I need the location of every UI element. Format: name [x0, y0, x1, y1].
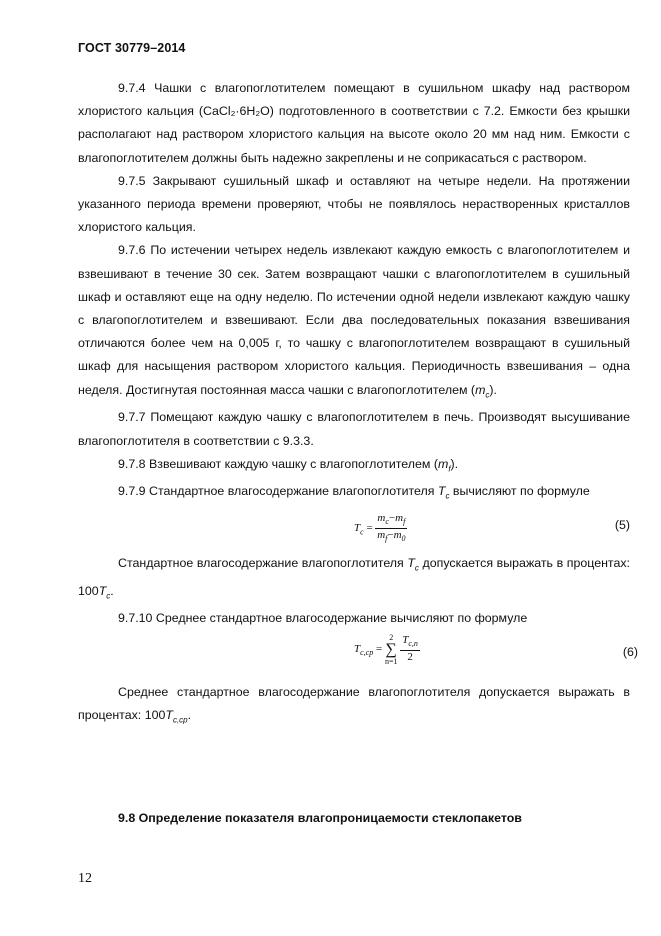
document-body: [78, 77, 638, 731]
subscript: f: [448, 464, 451, 474]
variable: m: [475, 382, 486, 397]
subscript: c: [485, 390, 490, 400]
paragraph-9-7-5: 9.7.5 Закрывают сушильный шкаф и оставляют на четыре недели. На протяжении указанного периода времени проверяют, чтобы не появлялось нерастворенных кристаллов хлористого кальция.: [78, 173, 630, 235]
formula-symbol: T: [354, 522, 361, 535]
formula-operator: =: [366, 522, 373, 535]
paragraph-9-7-10: 9.7.10 Среднее стандартное влагосодержание вычисляют по формуле: [118, 611, 528, 626]
variable: T: [165, 707, 173, 722]
page-number: 12: [78, 871, 92, 886]
variable: m: [437, 456, 449, 471]
formula-6: [78, 631, 638, 681]
formula-operator: −: [387, 529, 394, 542]
formula-symbol: T: [354, 642, 361, 655]
paragraph-9-7-4: 9.7.4 Чашки с влагопоглотителем помещают в сушильном шкафу над раствором хлористого кальция (CaCl₂·6H₂O) подготовленного в соответствии с 7.2. Емкости без крышки располагают над раствором хлористого кальция на высоте около 20 мм над ним. Емкости с влагопоглотителем должны быть надежно закреплены и не соприкасаться с раствором.: [78, 81, 630, 165]
section-title: 9.8 Определение показателя влагопроницаемости стеклопакетов: [118, 811, 522, 825]
subscript: c: [106, 591, 111, 601]
formula-5-number: (5): [614, 518, 630, 533]
formula-subscript: c,n: [408, 639, 418, 649]
paragraph-text: ).: [489, 382, 497, 397]
paragraph-text: 9.7.8 Взвешивают каждую чашку с влагопоглотителем (: [118, 456, 438, 471]
paragraph-text: Стандартное влагосодержание влагопоглотителя: [118, 556, 408, 571]
sum-upper-limit: 2: [389, 632, 394, 642]
formula-6-number: (6): [622, 644, 638, 659]
paragraph-after-formula-6: [78, 681, 630, 732]
paragraph-after-formula-5: [78, 552, 630, 607]
paragraph-9-7-7: 9.7.7 Помещают каждую чашку с влагопоглотителем в печь. Производят высушивание влагопоглотителя в соответствии с 9.3.3.: [78, 410, 630, 448]
subscript: c: [445, 491, 450, 501]
formula-symbol: m: [377, 529, 386, 542]
variable: T: [98, 583, 107, 598]
formula-5-expression: [354, 512, 407, 545]
paragraph-text: .: [110, 583, 114, 598]
paragraph-text: 9.7.6 По истечении четырех недель извлекают каждую емкость с влагопоглотителем и взвешивают в течение 30 сек. Затем возвращают чашки с влагопоглотителем в сушильный шкаф и оставляют еще на одну неделю. По истечении одной недели извлекают каждую чашку с влагопоглотителем и взвешивают. Если два последовательных показания взвешивания отличаются более чем на 0,005 г, то чашку с влагопоглотителем возвращают в сушильный шкаф для насыщения раствором хлористого кальция. Периодичность взвешивания – одна неделя. Достигнутая постоянная масса чашки с влагопоглотителем (: [78, 243, 630, 397]
paragraph-text: вычисляют по формуле: [449, 484, 590, 499]
formula-symbol: m: [393, 529, 402, 542]
formula-subscript: 0: [401, 534, 406, 544]
formula-symbol: m: [395, 512, 404, 525]
document-header: ГОСТ 30779–2014: [78, 41, 186, 55]
formula-5: [78, 508, 630, 552]
paragraph-9-7-6: [78, 239, 630, 406]
subscript: c: [414, 563, 419, 573]
formula-operator: −: [388, 512, 396, 525]
formula-fraction: [400, 634, 420, 664]
formula-subscript: f: [403, 517, 406, 527]
formula-fraction: [375, 512, 407, 545]
formula-symbol: m: [377, 512, 386, 525]
formula-6-expression: [354, 633, 420, 666]
formula-symbol: T: [402, 634, 409, 647]
formula-subscript: c: [360, 527, 364, 537]
variable: T: [437, 484, 446, 499]
subscript: с,ср: [172, 715, 188, 725]
variable: T: [407, 556, 415, 571]
formula-denominator: 2: [407, 651, 413, 664]
paragraph-text: допускается выражать в процентах: 100: [78, 556, 630, 598]
paragraph-text: 9.7.9 Стандартное влагосодержание влагопоглотителя: [118, 484, 438, 499]
formula-subscript: c: [385, 517, 389, 527]
paragraph-text: ).: [450, 456, 459, 471]
formula-operator: =: [375, 642, 383, 655]
formula-subscript: c,ср: [360, 647, 374, 657]
paragraph-9-7-8: [78, 453, 630, 481]
paragraph-text: .: [187, 707, 192, 722]
paragraph-text: Среднее стандартное влагосодержание влагопоглотителя допускается выражать в процентах: 100: [78, 684, 630, 722]
formula-subscript: f: [385, 534, 388, 544]
sum-lower-limit: n=1: [384, 656, 398, 666]
paragraph-9-7-9: [78, 480, 630, 508]
sum-symbol: ∑: [385, 640, 397, 658]
formula-sum: [385, 633, 398, 666]
